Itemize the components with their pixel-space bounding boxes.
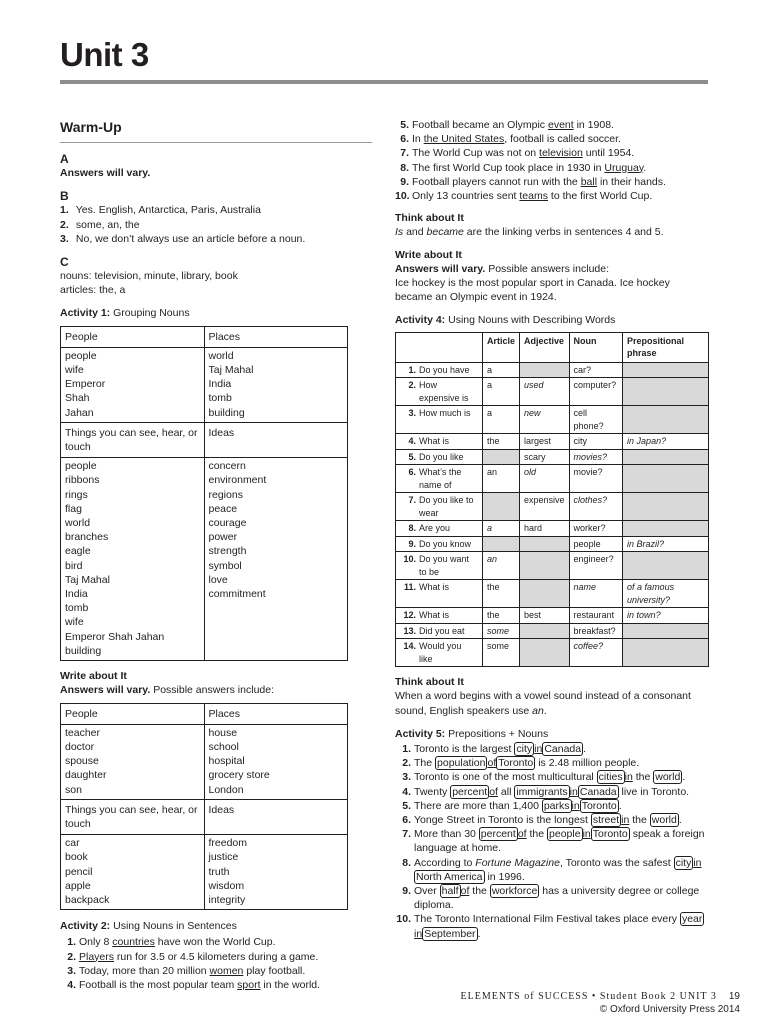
places-list — [204, 347, 348, 422]
cell-item: world — [65, 517, 91, 530]
cell-item: people — [65, 460, 97, 473]
cell-item: ribbons — [65, 474, 100, 487]
cell-item: Jahan — [65, 406, 94, 419]
article-cell: an — [483, 465, 520, 493]
cell-item: freedom — [208, 837, 248, 850]
table-row — [396, 406, 709, 434]
question-cell: 2. How expensive is — [396, 378, 483, 406]
unit-title: Unit 3 — [60, 36, 149, 73]
warmup-c-letter: C — [60, 255, 69, 270]
table-header: Things you can see, hear, or touch — [61, 422, 205, 457]
cell-item: Emperor — [65, 378, 106, 391]
phrase-cell — [623, 406, 709, 434]
cell-item: India — [208, 378, 232, 391]
write-about-text: Ice hockey is the most popular sport in Canada. Ice hockey became an Olympic event in 1924. — [395, 277, 670, 304]
question-cell: 14. Would you like — [396, 639, 483, 667]
cell-item: eagle — [65, 545, 91, 558]
adjective-cell: best — [520, 608, 570, 624]
article-cell: a — [483, 378, 520, 406]
warmup-b-item: 3. No, we don’t always use an article before a noun. — [60, 232, 306, 245]
list-item: 9. Football players cannot run with the ball in their hands. — [400, 175, 666, 188]
adjective-cell — [520, 552, 570, 580]
table-header: Places — [204, 326, 348, 347]
table-row — [396, 552, 709, 580]
footer-brand: ELEMENTS of SUCCESS • Student Book 2 UNIT 3 — [460, 991, 717, 1002]
table-header: Places — [204, 703, 348, 724]
cell-item: Taj Mahal — [65, 573, 110, 586]
article-cell: a — [483, 406, 520, 434]
article-cell: some — [483, 623, 520, 639]
ideas-list — [204, 458, 348, 661]
noun-cell: movie? — [569, 465, 623, 493]
noun-cell: clothes? — [569, 493, 623, 521]
table-row — [396, 449, 709, 465]
write-about-heading: Write about It — [60, 670, 127, 683]
cell-item: apple — [65, 879, 91, 892]
list-item: 3. Toronto is one of the most multicultural cities in the world . — [402, 771, 686, 784]
list-item: 4. Football is the most popular team sport in the world. — [67, 978, 321, 991]
table-header: Article — [483, 332, 520, 362]
cell-item: truth — [208, 865, 230, 878]
people-list — [61, 347, 205, 422]
warmup-b-letter: B — [60, 189, 69, 204]
activity4-table-body — [396, 362, 709, 667]
adjective-cell: largest — [520, 434, 570, 450]
table-row — [396, 580, 709, 608]
question-cell: 7. Do you like to wear — [396, 493, 483, 521]
noun-cell: people — [569, 536, 623, 552]
question-cell: 3. How much is — [396, 406, 483, 434]
noun-cell: breakfast? — [569, 623, 623, 639]
table-row — [396, 465, 709, 493]
footer-copyright: © Oxford University Press 2014 — [599, 1004, 740, 1015]
table-header-blank — [396, 332, 483, 362]
article-cell — [483, 493, 520, 521]
cell-item: tomb — [208, 392, 232, 405]
cell-item: Taj Mahal — [208, 364, 254, 377]
phrase-cell — [623, 378, 709, 406]
cell-item: rings — [65, 488, 88, 501]
things-list — [61, 835, 205, 910]
list-item: 7. The World Cup was not on television until 1954. — [400, 147, 635, 160]
article-cell — [483, 449, 520, 465]
list-item: 8. The first World Cup took place in 1930 in Uruguay. — [400, 161, 647, 174]
noun-cell: car? — [569, 362, 623, 378]
phrase-cell — [623, 521, 709, 537]
article-cell: a — [483, 362, 520, 378]
cell-item: daughter — [65, 769, 107, 782]
cell-item: wife — [65, 616, 84, 629]
adjective-cell: old — [520, 465, 570, 493]
cell-item: teacher — [65, 726, 101, 739]
table-row — [396, 493, 709, 521]
write-about-answer: Answers will vary. Possible answers include: — [60, 684, 274, 697]
cell-item: integrity — [208, 893, 246, 906]
list-item: 8. According to Fortune Magazine, Toronto was the safest city in North America in 1996. — [402, 856, 702, 883]
question-cell: 1. Do you have — [396, 362, 483, 378]
table-row — [396, 378, 709, 406]
adjective-cell — [520, 623, 570, 639]
question-cell: 5. Do you like — [396, 449, 483, 465]
cell-item: people — [65, 349, 97, 362]
cell-item: peace — [208, 502, 238, 515]
question-cell: 13. Did you eat — [396, 623, 483, 639]
cell-item: backpack — [65, 893, 110, 906]
adjective-cell — [520, 639, 570, 667]
cell-item: power — [208, 531, 238, 544]
list-item: 10. The Toronto International Film Festival takes place every year in September . — [396, 913, 703, 940]
question-cell: 11. What is — [396, 580, 483, 608]
cell-item: wisdom — [208, 879, 245, 892]
cell-item: hospital — [208, 755, 245, 768]
article-cell: some — [483, 639, 520, 667]
question-cell: 12. What is — [396, 608, 483, 624]
think-about-text: When a word begins with a vowel sound instead of a consonant sound, English speakers use an. — [395, 690, 691, 717]
ideas-list — [204, 835, 348, 910]
warmup-c-articles: articles: the, a — [60, 284, 126, 297]
table-row — [396, 639, 709, 667]
adjective-cell — [520, 580, 570, 608]
cell-item: world — [208, 349, 234, 362]
article-cell: an — [483, 552, 520, 580]
title-rule — [60, 80, 708, 84]
phrase-cell — [623, 639, 709, 667]
write-about-answer: Answers will vary. Possible answers include: — [395, 262, 609, 275]
page-footer — [461, 990, 740, 1016]
list-item: 5. Football became an Olympic event in 1908. — [400, 119, 614, 131]
activity2-heading: Activity 2: Using Nouns in Sentences — [60, 920, 237, 933]
noun-cell: restaurant — [569, 608, 623, 624]
question-cell: 4. What is — [396, 434, 483, 450]
list-item: 6. In the United States, football is called soccer. — [400, 133, 621, 146]
cell-item: India — [65, 588, 88, 601]
cell-item: justice — [208, 851, 239, 864]
page-number: 19 — [728, 991, 740, 1002]
phrase-cell: of a famous university? — [623, 580, 709, 608]
cell-item: regions — [208, 488, 243, 501]
question-cell: 10. Do you want to be — [396, 552, 483, 580]
phrase-cell — [623, 449, 709, 465]
question-cell: 6. What’s the name of — [396, 465, 483, 493]
activity4-table — [395, 332, 709, 668]
think-about-heading: Think about It — [395, 212, 464, 225]
noun-cell: name — [569, 580, 623, 608]
cell-item: doctor — [65, 740, 95, 753]
cell-item: environment — [208, 474, 267, 487]
adjective-cell: new — [520, 406, 570, 434]
table-row — [396, 434, 709, 450]
adjective-cell: used — [520, 378, 570, 406]
noun-cell: computer? — [569, 378, 623, 406]
table-header: Noun — [569, 332, 623, 362]
activity4-heading: Activity 4: Using Nouns with Describing Words — [395, 314, 616, 327]
cell-item: tomb — [65, 602, 89, 615]
phrase-cell: in town? — [623, 608, 709, 624]
cell-item: son — [65, 783, 82, 796]
table-header: People — [61, 326, 205, 347]
write-about-heading: Write about It — [395, 248, 462, 261]
activity2-list-right — [395, 118, 710, 203]
warmup-a-letter: A — [60, 152, 69, 167]
warmup-c-nouns: nouns: television, minute, library, book — [60, 270, 238, 283]
table-row — [396, 536, 709, 552]
table-row — [396, 608, 709, 624]
list-item: 3. Today, more than 20 million women play football. — [67, 964, 306, 977]
article-cell: a — [483, 521, 520, 537]
activity2-list-left — [60, 935, 350, 992]
left-column — [60, 116, 350, 992]
cell-item: love — [208, 573, 228, 586]
noun-cell: worker? — [569, 521, 623, 537]
table-row — [396, 521, 709, 537]
list-item: 2. The population of Toronto is 2.48 million people. — [402, 757, 640, 770]
adjective-cell: expensive — [520, 493, 570, 521]
adjective-cell: hard — [520, 521, 570, 537]
activity5-list — [395, 742, 710, 941]
cell-item: courage — [208, 517, 247, 530]
noun-cell: city — [569, 434, 623, 450]
article-cell: the — [483, 434, 520, 450]
things-list — [61, 458, 205, 661]
phrase-cell — [623, 362, 709, 378]
table-header: Things you can see, hear, or touch — [61, 799, 205, 834]
cell-item: branches — [65, 531, 109, 544]
table-row — [396, 362, 709, 378]
list-item: 4. Twenty percent of all immigrants in Canada live in Toronto. — [402, 785, 690, 798]
noun-cell: coffee? — [569, 639, 623, 667]
table-header: People — [61, 703, 205, 724]
activity5-heading: Activity 5: Prepositions + Nouns — [395, 727, 549, 740]
cell-item: pencil — [65, 865, 93, 878]
cell-item: symbol — [208, 559, 242, 572]
think-about-text: Is and became are the linking verbs in sentences 4 and 5. — [395, 226, 664, 239]
think-about-heading: Think about It — [395, 676, 464, 689]
cell-item: car — [65, 837, 80, 850]
cell-item: building — [65, 644, 102, 657]
cell-item: Shah — [65, 392, 90, 405]
table-header: Prepositional phrase — [623, 332, 709, 362]
table-header: Ideas — [204, 799, 348, 834]
list-item: 10. Only 13 countries sent teams to the first World Cup. — [395, 190, 653, 203]
list-item: 2. Players run for 3.5 or 4.5 kilometers during a game. — [67, 950, 319, 963]
right-column — [395, 118, 710, 941]
table-row — [396, 623, 709, 639]
people-list — [61, 724, 205, 799]
cell-item: flag — [65, 502, 82, 515]
activity1-table — [60, 326, 348, 661]
warmup-b-item: 2. some, an, the — [60, 218, 140, 231]
warmup-heading: Warm-Up — [60, 120, 372, 143]
table-header: Ideas — [204, 422, 348, 457]
phrase-cell — [623, 623, 709, 639]
question-cell: 8. Are you — [396, 521, 483, 537]
places-list — [204, 724, 348, 799]
noun-cell: engineer? — [569, 552, 623, 580]
article-cell: the — [483, 580, 520, 608]
phrase-cell: in Japan? — [623, 434, 709, 450]
cell-item: Emperor Shah Jahan — [65, 630, 165, 643]
list-item: 5. There are more than 1,400 parks in Toronto . — [402, 799, 622, 812]
noun-cell: cell phone? — [569, 406, 623, 434]
adjective-cell — [520, 536, 570, 552]
table-header: Adjective — [520, 332, 570, 362]
warmup-b-list — [60, 203, 350, 246]
cell-item: London — [208, 783, 244, 796]
activity1-heading: Activity 1: Grouping Nouns — [60, 307, 190, 320]
cell-item: spouse — [65, 755, 99, 768]
phrase-cell — [623, 493, 709, 521]
cell-item: bird — [65, 559, 83, 572]
cell-item: school — [208, 740, 239, 753]
list-item: 1. Toronto is the largest city in Canada . — [402, 742, 587, 755]
list-item: 9. Over half of the workforce has a university degree or college diploma. — [402, 884, 700, 912]
adjective-cell — [520, 362, 570, 378]
cell-item: grocery store — [208, 769, 270, 782]
article-cell — [483, 536, 520, 552]
cell-item: commitment — [208, 588, 266, 601]
phrase-cell — [623, 552, 709, 580]
cell-item: concern — [208, 460, 246, 473]
warmup-b-item: 1. Yes. English, Antarctica, Paris, Australia — [60, 204, 261, 217]
list-item: 6. Yonge Street in Toronto is the longest street in the world . — [402, 813, 682, 826]
list-item: 7. More than 30 percent of the people in Toronto speak a foreign language at home. — [402, 828, 705, 855]
cell-item: strength — [208, 545, 247, 558]
write-about-table — [60, 703, 348, 911]
phrase-cell: in Brazil? — [623, 536, 709, 552]
cell-item: house — [208, 726, 238, 739]
question-cell: 9. Do you know — [396, 536, 483, 552]
adjective-cell: scary — [520, 449, 570, 465]
phrase-cell — [623, 465, 709, 493]
cell-item: wife — [65, 364, 84, 377]
noun-cell: movies? — [569, 449, 623, 465]
cell-item: book — [65, 851, 88, 864]
list-item: 1. Only 8 countries have won the World Cup. — [67, 936, 276, 949]
warmup-a-answer: Answers will vary. — [60, 167, 151, 180]
article-cell: the — [483, 608, 520, 624]
cell-item: building — [208, 406, 245, 419]
